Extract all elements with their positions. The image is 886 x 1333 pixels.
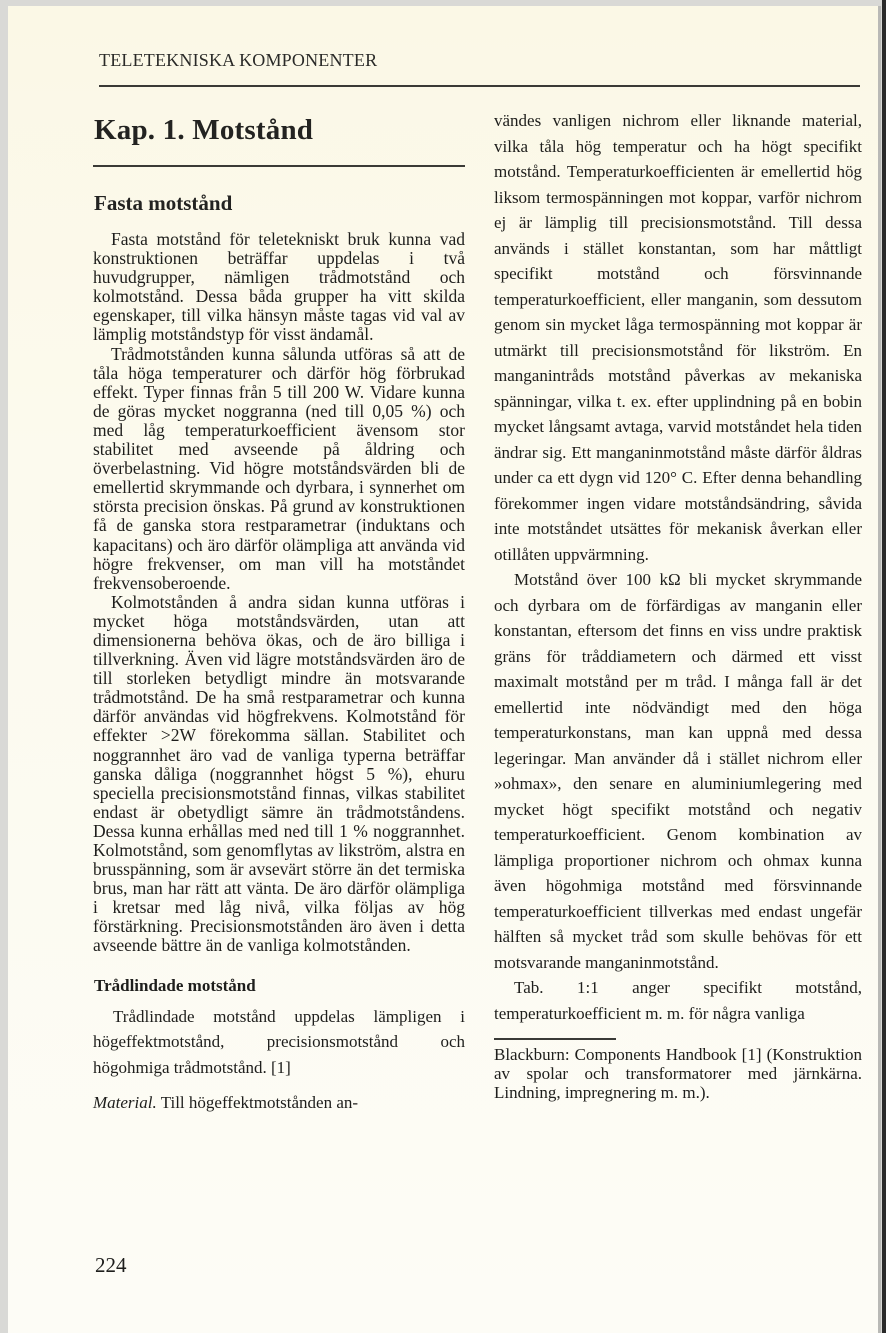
right-column [494, 108, 862, 1102]
paragraph: vändes vanligen nichrom eller liknande material, vilka tåla hög temperatur och ha högt specifikt motstånd. Temperaturkoefficienten är emellertid hög liksom termospänningen mot koppar, varför nichrom ej är lämplig till precisionsmotstånd. Till dessa används i stället konstantan, som har måttligt specifikt motstånd och försvinnande temperaturkoefficient, eller manganin, som dessutom genom sin mycket låga termospänning mot koppar är utmärkt till precisionsmotstånd för likström. En manganintråds motstånd påverkas av mekaniska spänningar, vilka t. ex. efter upplindning på en bobin mycket långsamt avtaga, varvid motståndet hela tiden ändrar sig. Ett manganinmotstånd måste därför åldras under ca ett dygn vid 120° C. Efter denna behandling förekommer ingen vidare motståndsändring, såvida inte motståndet utsättes för mekanisk åverkan eller otillåten uppvärmning. [494, 111, 862, 564]
footnote-rule [494, 1038, 616, 1040]
footnote: Blackburn: Components Handbook [1] (Konstruktion av spolar och transformatorer med järnkärna. Lindning, impregnering m. m.). [494, 1044, 862, 1102]
running-head: TELETEKNISKA KOMPONENTER [99, 50, 378, 70]
subsection-title: Trådlindade motstånd [94, 975, 256, 995]
left-column [93, 106, 465, 1116]
material-paragraph [93, 1090, 465, 1116]
material-label: Material. [93, 1093, 157, 1113]
paragraph: Tab. 1:1 anger specifikt motstånd, temperaturkoefficient m. m. för några vanliga [494, 978, 862, 1023]
section-body [93, 230, 465, 956]
section-title: Fasta motstånd [94, 191, 233, 215]
scan-edge [882, 0, 886, 1333]
header-rule [99, 85, 860, 87]
chapter-rule [93, 165, 465, 167]
paragraph: Trådlindade motstånd uppdelas lämpligen i högeffektmotstånd, precisionsmotstånd och högohmiga trådmotstånd. [1] [93, 1006, 465, 1077]
paragraph: Motstånd över 100 kΩ bli mycket skrymmande och dyrbara om de förfärdigas av manganin eller konstantan, eftersom det finns en viss undre praktisk gräns för tråddiametern och därmed ett visst maximalt motstånd per m tråd. I många fall är det emellertid inte nödvändigt med den höga temperaturkonstans, man kan uppnå med dessa legeringar. Man använder då i stället nichrom eller »ohmax», den senare en aluminiumlegering med mycket högt specifikt motstånd och negativ temperaturkoefficient. Genom kombination av lämpliga proportioner nichrom och ohmax kunna även högohmiga motstånd med försvinnande temperaturkoefficient tillverkas med endast ungefär hälften så mycket tråd som skulle behövas för ett motsvarande manganinmotstånd. [494, 570, 862, 972]
chapter-title: Kap. 1. Motstånd [94, 114, 314, 146]
paragraph: Fasta motstånd för teletekniskt bruk kunna vad konstruktionen beträffar uppdelas i två huvudgrupper, nämligen trådmotstånd och kolmotstånd. Dessa båda grupper ha vitt skilda egenskaper, till vilka hänsyn måste tagas vid val av lämplig motståndstyp för visst ändamål. [93, 229, 465, 345]
paragraph: Kolmotstånden å andra sidan kunna utföras i mycket höga motståndsvärden, utan att dimensionerna behöva ökas, och de äro billiga i tillverkning. Även vid lägre motståndsvärden äro de till storleken betydligt mindre än motsvarande trådmotstånd. De ha små restparametrar och kunna därför användas vid högfrekvens. Kolmotstånd för effekter >2W förekomma sällan. Stabilitet och noggrannhet äro vad de vanliga typerna beträffar ganska dåliga (noggrannhet högst 5 %), ehuru speciella precisionsmotstånd finnas, vilkas stabilitet endast är obetydligt sämre än trådmotståndens. Dessa kunna erhållas med ned till 1 % noggrannhet. Kolmotstånd, som genomflytas av likström, alstra en brusspänning, som är avsevärt större än det termiska brus, man har rätt att vänta. De äro därför olämpliga i kretsar med låg nivå, vilka följas av hög förstärkning. Precisionsmotstånden äro även i detta avseende bättre än de vanliga kolmotstånden. [93, 591, 465, 956]
subsection-body [93, 1004, 465, 1116]
page-number: 224 [95, 1253, 127, 1277]
book-page [8, 6, 881, 1333]
material-text: Till högeffektmotstånden an- [156, 1093, 359, 1113]
paragraph: Trådmotstånden kunna sålunda utföras så att de tåla höga temperaturer och därför hög förbrukad effekt. Typer finnas från 5 till 200 W. Vidare kunna de göras mycket noggranna (ned till 0,05 %) och med låg temperaturkoefficient ävensom stor stabilitet med avseende på åldring och överbelastning. Vid högre motståndsvärden bli de emellertid skrymmande och dyrbara, i synnerhet om största precision önskas. På grund av konstruktionen få de ganska stora restparametrar (induktans och kapacitans) och äro därför olämpliga att använda vid högre frekvenser, om man vill ha motståndet frekvensoberoende. [93, 343, 465, 593]
